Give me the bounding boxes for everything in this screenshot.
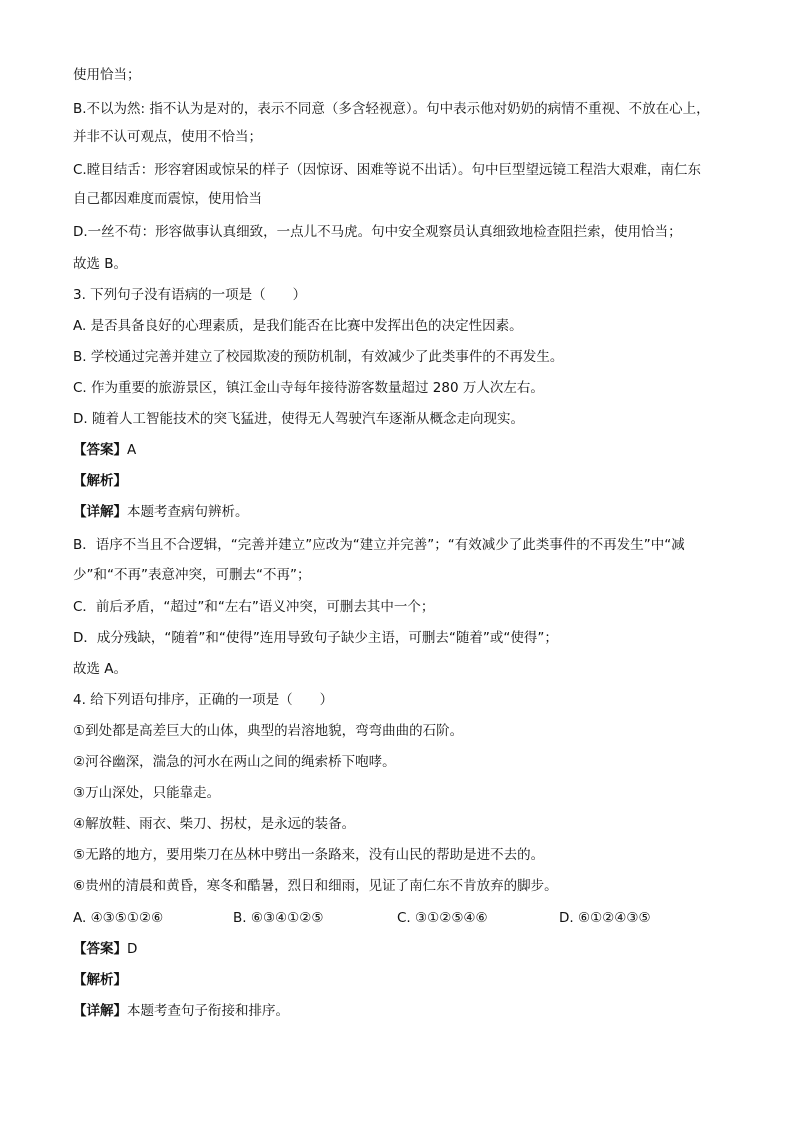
answer-value: A xyxy=(127,442,137,458)
question-3-answer xyxy=(73,440,136,460)
text-line: 少”和“不再”表意冲突，可删去“不再”； xyxy=(73,567,311,583)
text-line: 自己都因难度而震惊，使用恰当 xyxy=(73,191,262,207)
text-line: D.一丝不苟：形容做事认真细致，一点儿不马虎。句中安全观察员认真细致地检查阻拦索，使用恰当； xyxy=(73,224,682,240)
text-line: C．前后矛盾，“超过”和“左右”语义冲突，可删去其中一个； xyxy=(73,599,435,615)
question-4-detail xyxy=(73,1001,289,1021)
text-line: 故选 A。 xyxy=(73,661,128,677)
question-4-options xyxy=(73,908,723,928)
question-3-stem: 3. 下列句子没有语病的一项是（ ） xyxy=(73,287,307,303)
analysis-tag: 【解析】 xyxy=(73,473,127,489)
question-3-analysis xyxy=(73,471,127,491)
question-3-detail xyxy=(73,502,249,522)
question-4-option-d: D. ⑥①②④③⑤ xyxy=(559,910,651,926)
text-line: D．成分残缺，“随着”和“使得”连用导致句子缺少主语，可删去“随着”或“使得”； xyxy=(73,630,558,646)
detail-tag: 【详解】 xyxy=(73,1003,127,1019)
question-4-sentence: ⑥贵州的清晨和黄昏，寒冬和酷暑，烈日和细雨，见证了南仁东不肯放弃的脚步。 xyxy=(73,878,558,894)
question-3-option-a: A. 是否具备良好的心理素质，是我们能否在比赛中发挥出色的决定性因素。 xyxy=(73,318,523,334)
text-line: 并非不认可观点，使用不恰当； xyxy=(73,129,262,145)
detail-tag: 【详解】 xyxy=(73,504,127,520)
text-line: B.不以为然: 指不认为是对的，表示不同意（多含轻视意）。句中表示他对奶奶的病情不重视、不放在心上， xyxy=(73,101,710,117)
question-4-sentence: ⑤无路的地方，要用柴刀在丛林中劈出一条路来，没有山民的帮助是进不去的。 xyxy=(73,847,545,863)
analysis-tag: 【解析】 xyxy=(73,972,127,988)
text-line: C.瞠目结舌：形容窘困或惊呆的样子（因惊讶、困难等说不出话）。句中巨型望远镜工程浩大艰难，南仁东 xyxy=(73,162,701,178)
text-line: B．语序不当且不合逻辑，“完善并建立”应改为“建立并完善”；“有效减少了此类事件的不再发生”中“减 xyxy=(73,537,685,553)
text-line: 故选 B。 xyxy=(73,256,128,272)
question-3-option-b: B. 学校通过完善并建立了校园欺凌的预防机制，有效减少了此类事件的不再发生。 xyxy=(73,349,564,365)
question-4-answer xyxy=(73,939,137,959)
text-line: 使用恰当； xyxy=(73,67,141,83)
question-4-option-b: B. ⑥③④①②⑤ xyxy=(233,910,324,926)
answer-tag: 【答案】 xyxy=(73,442,127,458)
question-3-option-d: D. 随着人工智能技术的突飞猛进，使得无人驾驶汽车逐渐从概念走向现实。 xyxy=(73,411,524,427)
question-4-option-a: A. ④③⑤①②⑥ xyxy=(73,910,164,926)
question-4-sentence: ②河谷幽深，湍急的河水在两山之间的绳索桥下咆哮。 xyxy=(73,754,396,770)
question-4-sentence: ④解放鞋、雨衣、柴刀、拐杖，是永远的装备。 xyxy=(73,816,356,832)
detail-text: 本题考查病句辨析。 xyxy=(127,504,249,520)
question-3-option-c: C. 作为重要的旅游景区，镇江金山寺每年接待游客数量超过 280 万人次左右。 xyxy=(73,380,544,396)
question-4-sentence: ③万山深处，只能靠走。 xyxy=(73,785,221,801)
question-4-stem: 4. 给下列语句排序，正确的一项是（ ） xyxy=(73,692,334,708)
answer-value: D xyxy=(127,941,138,957)
detail-text: 本题考查句子衔接和排序。 xyxy=(127,1003,289,1019)
question-4-option-c: C. ③①②⑤④⑥ xyxy=(397,910,488,926)
question-4-analysis xyxy=(73,970,127,990)
question-4-sentence: ①到处都是高差巨大的山体，典型的岩溶地貌，弯弯曲曲的石阶。 xyxy=(73,723,464,739)
answer-tag: 【答案】 xyxy=(73,941,127,957)
